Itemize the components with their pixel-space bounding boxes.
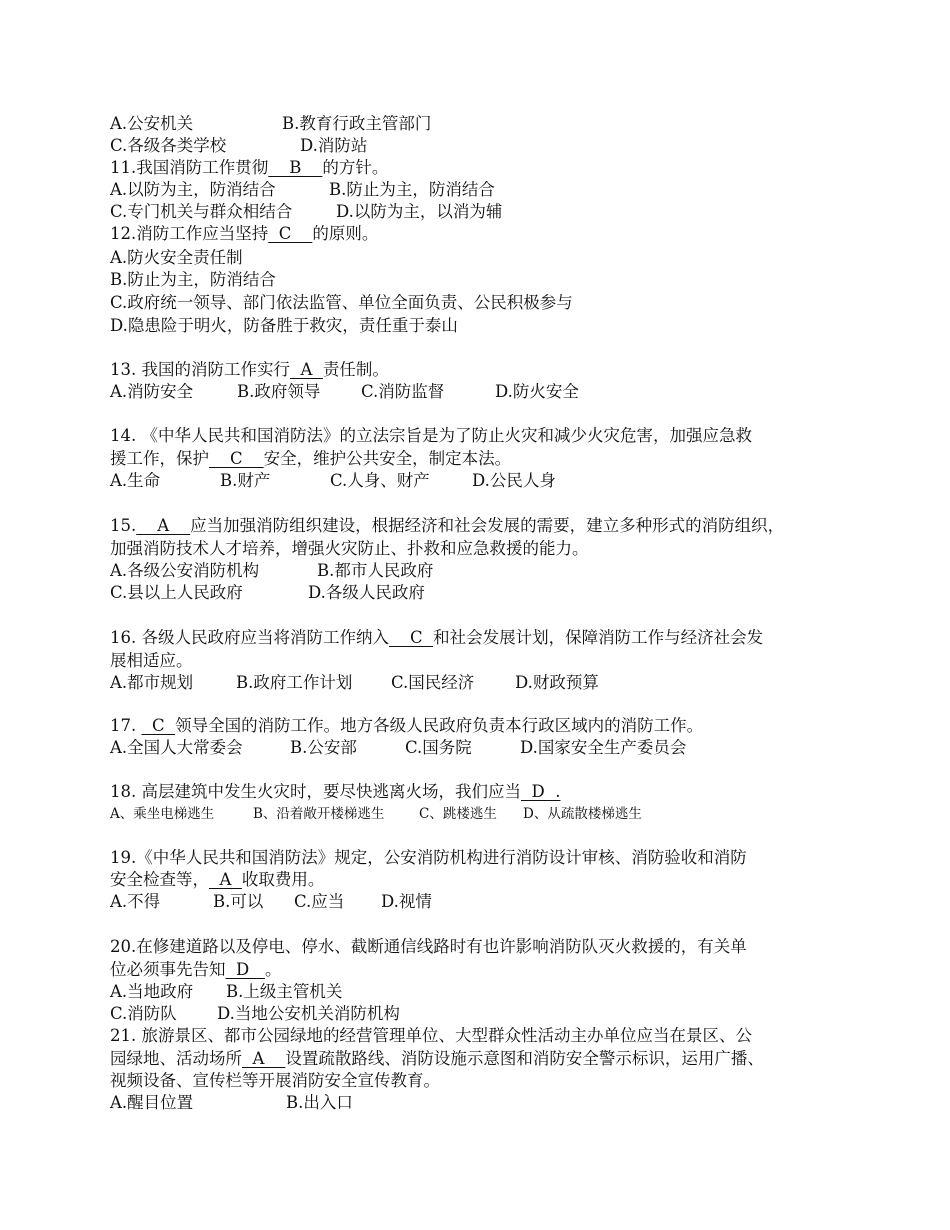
text-span: C.消防队	[110, 1004, 177, 1023]
answer-blank: B	[268, 158, 323, 177]
text-span: B.财产	[220, 471, 271, 490]
text-line	[110, 135, 850, 157]
text-span: D.国家安全生产委员会	[520, 738, 687, 757]
text-span: B.政府工作计划	[236, 673, 353, 692]
text-span: 加强消防技术人才培养，增强火灾防止、扑救和应急救援的能力。	[110, 539, 589, 558]
text-span: 援工作，保护	[110, 449, 209, 468]
text-line	[110, 981, 850, 1003]
text-span: A.生命	[110, 471, 161, 490]
text-span: 17.	[110, 716, 142, 735]
answer-blank: A	[209, 870, 242, 889]
text-span: B.都市人民政府	[317, 561, 434, 580]
text-span: D.财政预算	[515, 673, 599, 692]
text-span: D.以防为主，以消为辅	[336, 202, 503, 221]
text-span: C.国务院	[405, 738, 472, 757]
text-span: A.以防为主，防消结合	[110, 180, 276, 199]
text-span: 应当加强消防组织建设，根据经济和社会发展的需要，建立多种形式的消防组织，	[190, 516, 785, 535]
text-span: 安全，维护公共安全，制定本法。	[263, 449, 512, 468]
answer-blank: C	[389, 628, 434, 647]
text-span: 的方针。	[322, 158, 389, 177]
text-line	[110, 627, 850, 649]
text-line	[110, 560, 850, 582]
answer-blank: A	[290, 360, 323, 379]
text-span: B.上级主管机关	[226, 982, 343, 1001]
text-span: 视频设备、宣传栏等开展消防安全宣传教育。	[110, 1071, 440, 1090]
text-line	[110, 715, 850, 737]
text-span: 。	[264, 960, 282, 979]
text-span: 位必须事先告知	[110, 960, 226, 979]
text-span: A.都市规划	[110, 673, 194, 692]
answer-blank: A	[136, 516, 191, 535]
text-line	[110, 1092, 850, 1114]
text-span: 园绿地、活动场所	[110, 1049, 242, 1068]
text-span: A.全国人大常委会	[110, 738, 243, 757]
text-span: B.公安部	[290, 738, 357, 757]
text-span: D.各级人民政府	[308, 583, 425, 602]
text-span: 安全检查等，	[110, 870, 209, 889]
text-span: 11.我国消防工作贯彻	[110, 158, 269, 177]
text-span: D.视情	[381, 892, 432, 911]
text-line	[110, 538, 850, 560]
text-span: B.政府领导	[237, 382, 321, 401]
text-span: B、沿着敞开楼梯逃生	[253, 806, 385, 822]
text-line	[110, 113, 850, 135]
text-span: 设置疏散路线、消防设施示意图和消防安全警示标识，运用广播、	[285, 1049, 764, 1068]
text-span: C.各级各类学校	[110, 136, 227, 155]
text-span: A.消防安全	[110, 382, 194, 401]
answer-blank: C	[209, 449, 264, 468]
text-line	[110, 803, 850, 825]
text-span: B.防止为主，防消结合	[110, 270, 276, 289]
text-span: C.应当	[294, 892, 345, 911]
text-line	[110, 269, 850, 291]
text-line	[110, 847, 850, 869]
text-line	[110, 201, 850, 223]
answer-blank: C	[141, 716, 176, 735]
text-line	[110, 672, 850, 694]
text-line	[110, 359, 850, 381]
text-span: 收取费用。	[241, 870, 325, 889]
text-span: C.政府统一领导、部门依法监管、单位全面负责、公民积极参与	[110, 293, 573, 312]
text-span: 12.消防工作应当坚持	[110, 224, 269, 243]
text-line	[110, 650, 850, 672]
text-span: D.隐患险于明火，防备胜于救灾，责任重于泰山	[110, 316, 458, 335]
text-span: D.当地公安机关消防机构	[217, 1004, 400, 1023]
text-span: A.不得	[110, 892, 161, 911]
text-span: D.防火安全	[495, 382, 579, 401]
text-span: 展相适应。	[110, 651, 193, 670]
text-span: 领导全国的消防工作。地方各级人民政府负责本行政区域内的消防工作。	[175, 716, 704, 735]
text-span: A、乘坐电梯逃生	[110, 806, 215, 822]
text-line	[110, 448, 850, 470]
text-span: C.县以上人民政府	[110, 583, 243, 602]
text-span: C.人身、财产	[330, 471, 430, 490]
text-line	[110, 425, 850, 447]
text-line	[110, 1003, 850, 1025]
text-span: A.当地政府	[110, 982, 194, 1001]
text-span: C.国民经济	[391, 673, 475, 692]
text-line	[110, 1025, 850, 1047]
text-span: A.公安机关	[110, 114, 194, 133]
text-line	[110, 781, 850, 803]
text-span: 责任制。	[322, 360, 389, 379]
text-line	[110, 179, 850, 201]
text-span: 18. 高层建筑中发生火灾时，要尽快逃离火场，我们应当	[110, 782, 521, 801]
text-line	[110, 869, 850, 891]
answer-blank: A	[242, 1049, 286, 1068]
text-span: 和社会发展计划，保障消防工作与经济社会发	[433, 628, 764, 647]
text-line	[110, 247, 850, 269]
text-span: A.防火安全责任制	[110, 248, 243, 267]
text-line	[110, 157, 850, 179]
text-span: A.醒目位置	[110, 1093, 194, 1112]
text-span: 20.在修建道路以及停电、停水、截断通信线路时有也许影响消防队灭火救援的，有关单	[110, 937, 747, 956]
text-line	[110, 470, 850, 492]
answer-blank: D	[225, 960, 265, 979]
text-line	[110, 1048, 850, 1070]
text-span: B.可以	[213, 892, 264, 911]
text-span: 14. 《中华人民共和国消防法》的立法宗旨是为了防止火灾和减少火灾危害，加强应急救	[110, 426, 752, 445]
text-span: 的原则。	[312, 224, 379, 243]
text-span: 15.	[110, 516, 137, 535]
text-line	[110, 936, 850, 958]
text-line	[110, 737, 850, 759]
text-line	[110, 292, 850, 314]
text-span: B.教育行政主管部门	[282, 114, 432, 133]
text-span: B.防止为主，防消结合	[329, 180, 495, 199]
text-line	[110, 1070, 850, 1092]
text-span: 16. 各级人民政府应当将消防工作纳入	[110, 628, 389, 647]
text-line	[110, 223, 850, 245]
text-line	[110, 315, 850, 337]
answer-blank: D .	[521, 782, 561, 801]
text-span: C.专门机关与群众相结合	[110, 202, 293, 221]
text-span: D.消防站	[300, 136, 368, 155]
answer-blank: C	[268, 224, 313, 243]
text-span: C.消防监督	[361, 382, 445, 401]
text-span: D、从疏散楼梯逃生	[523, 806, 642, 822]
text-span: C、跳楼逃生	[419, 806, 497, 822]
text-span: A.各级公安消防机构	[110, 561, 260, 580]
text-line	[110, 515, 850, 537]
text-line	[110, 381, 850, 403]
text-span: D.公民人身	[472, 471, 556, 490]
text-span: 19.《中华人民共和国消防法》规定，公安消防机构进行消防设计审核、消防验收和消防	[110, 848, 747, 867]
text-line	[110, 582, 850, 604]
text-span: B.出入口	[286, 1093, 353, 1112]
text-span: 13. 我国的消防工作实行	[110, 360, 290, 379]
text-span: 21. 旅游景区、都市公园绿地的经营管理单位、大型群众性活动主办单位应当在景区、公	[110, 1026, 752, 1045]
text-line	[110, 959, 850, 981]
text-line	[110, 891, 850, 913]
